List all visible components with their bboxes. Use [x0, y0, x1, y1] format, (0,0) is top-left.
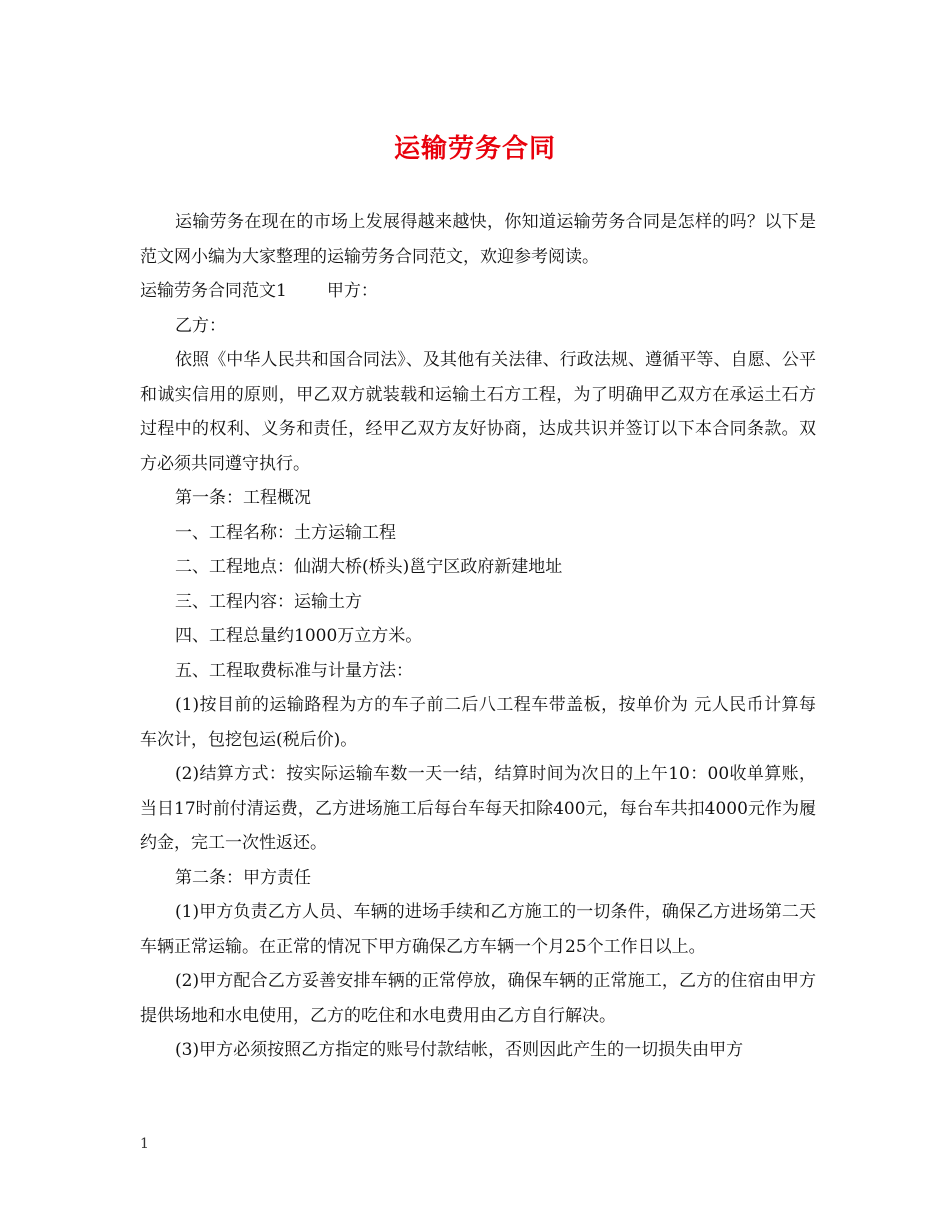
clause-1-2: (2)结算方式：按实际运输车数一天一结，结算时间为次日的上午10：00收单算账，当日17时前付清运费，乙方进场施工后每台车每天扣除400元，每台车共扣4000元作为履约金，完工一次性返还。	[140, 764, 816, 853]
article-2-title: 第二条：甲方责任	[175, 867, 311, 888]
page-number: 1	[140, 1136, 149, 1152]
clause-1-1: (1)按目前的运输路程为方的车子前二后八工程车带盖板，按单价为 元人民币计算每车次计，包挖包运(税后价)。	[140, 695, 816, 750]
clause-2-3: (3)甲方必须按照乙方指定的账号付款结帐，否则因此产生的一切损失由甲方	[175, 1040, 744, 1060]
party-b-label: 乙方：	[175, 315, 226, 336]
sample-heading: 运输劳务合同范文1	[140, 281, 287, 301]
article-1-title: 第一条：工程概况	[175, 488, 311, 508]
clause-2-2: (2)甲方配合乙方妥善安排车辆的正常停放，确保车辆的正常施工，乙方的住宿由甲方提供场地和水电使用，乙方的吃住和水电费用由乙方自行解决。	[140, 971, 816, 1026]
document-body	[140, 205, 816, 1068]
clause-2-1: (1)甲方负责乙方人员、车辆的进场手续和乙方施工的一切条件，确保乙方进场第二天车辆正常运输。在正常的情况下甲方确保乙方车辆一个月25个工作日以上。	[140, 902, 816, 957]
project-location-item: 二、工程地点：仙湖大桥(桥头)邕宁区政府新建地址	[175, 557, 563, 577]
sample-heading-line	[140, 274, 816, 309]
document-title: 运输劳务合同	[393, 134, 556, 164]
project-content-item: 三、工程内容：运输土方	[175, 591, 362, 612]
project-name-item: 一、工程名称：土方运输工程	[175, 522, 396, 543]
party-a-label: 甲方：	[326, 281, 378, 301]
intro-paragraph: 运输劳务在现在的市场上发展得越来越快，你知道运输劳务合同是怎样的吗？以下是范文网小编为大家整理的运输劳务合同范文，欢迎参考阅读。	[140, 212, 816, 267]
preamble-paragraph: 依照《中华人民共和国合同法》、及其他有关法律、行政法规、遵循平等、自愿、公平和诚实信用的原则，甲乙双方就装载和运输土石方工程，为了明确甲乙双方在承运土石方过程中的权利、义务和责任，经甲乙双方友好协商，达成共识并签订以下本合同条款。双方必须共同遵守执行。	[140, 350, 816, 474]
fee-standard-item: 五、工程取费标准与计量方法：	[175, 660, 413, 681]
project-volume-item: 四、工程总量约1000万立方米。	[175, 626, 423, 646]
